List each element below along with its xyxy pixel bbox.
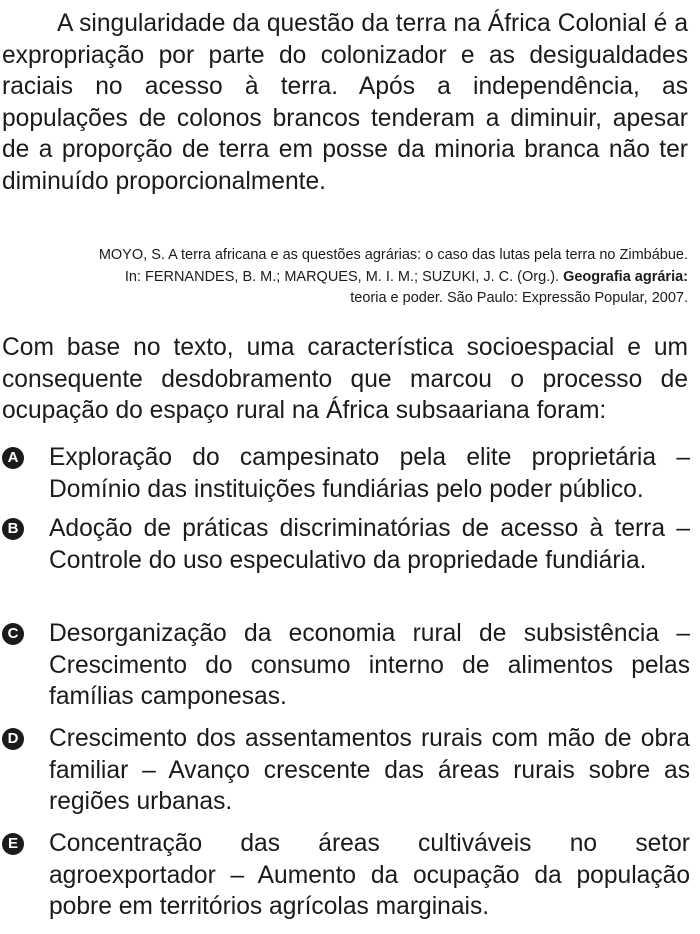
option-d-text: Crescimento dos assentamentos rurais com mão de obra familiar – Avanço crescente das áreas rurais sobre as regiões urbanas. [49,725,690,815]
option-d-letter-badge: D [2,728,24,750]
citation [2,245,688,310]
option-e-text: Concentração das áreas cultiváveis no setor agroexportador – Aumento da ocupação da população pobre em territórios agrícolas marginais. [49,830,690,920]
option-e-letter-badge: E [2,833,24,855]
option-b-text: Adoção de práticas discriminatórias de acesso à terra – Controle do uso especulativo da propriedade fundiária. [49,515,690,574]
citation-line-1: MOYO, S. A terra africana e as questões agrárias: o caso das lutas pela terra no Zimbábue. [98,247,688,263]
citation-book-title: Geografia agrária: [563,268,688,285]
question-stem: Com base no texto, uma característica socioespacial e um consequente desdobramento que marcou o processo de ocupação do espaço rural na África subsaariana foram: [2,334,688,424]
citation-line-2: In: FERNANDES, B. M.; MARQUES, M. I. M.; SUZUKI, J. C. (Org.). [124,268,564,285]
option-a-text: Exploração do campesinato pela elite proprietária – Domínio das instituições fundiárias pelo poder público. [49,444,690,503]
option-a-letter-badge: A [2,447,24,469]
option-c-letter-badge: C [2,623,24,645]
option-c-text: Desorganização da economia rural de subsistência – Crescimento do consumo interno de alimentos pelas famílias camponesas. [49,620,690,710]
citation-line-3: teoria e poder. São Paulo: Expressão Popular, 2007. [350,290,688,306]
passage-text: A singularidade da questão da terra na África Colonial é a expropriação por parte do colonizador e as desigualdades raciais no acesso à terra. Após a independência, as populações de colonos brancos tenderam a diminuir, apesar de a proporção de terra em posse da minoria branca não ter diminuído proporcionalmente. [2,10,688,195]
option-b-letter-badge: B [2,518,24,540]
